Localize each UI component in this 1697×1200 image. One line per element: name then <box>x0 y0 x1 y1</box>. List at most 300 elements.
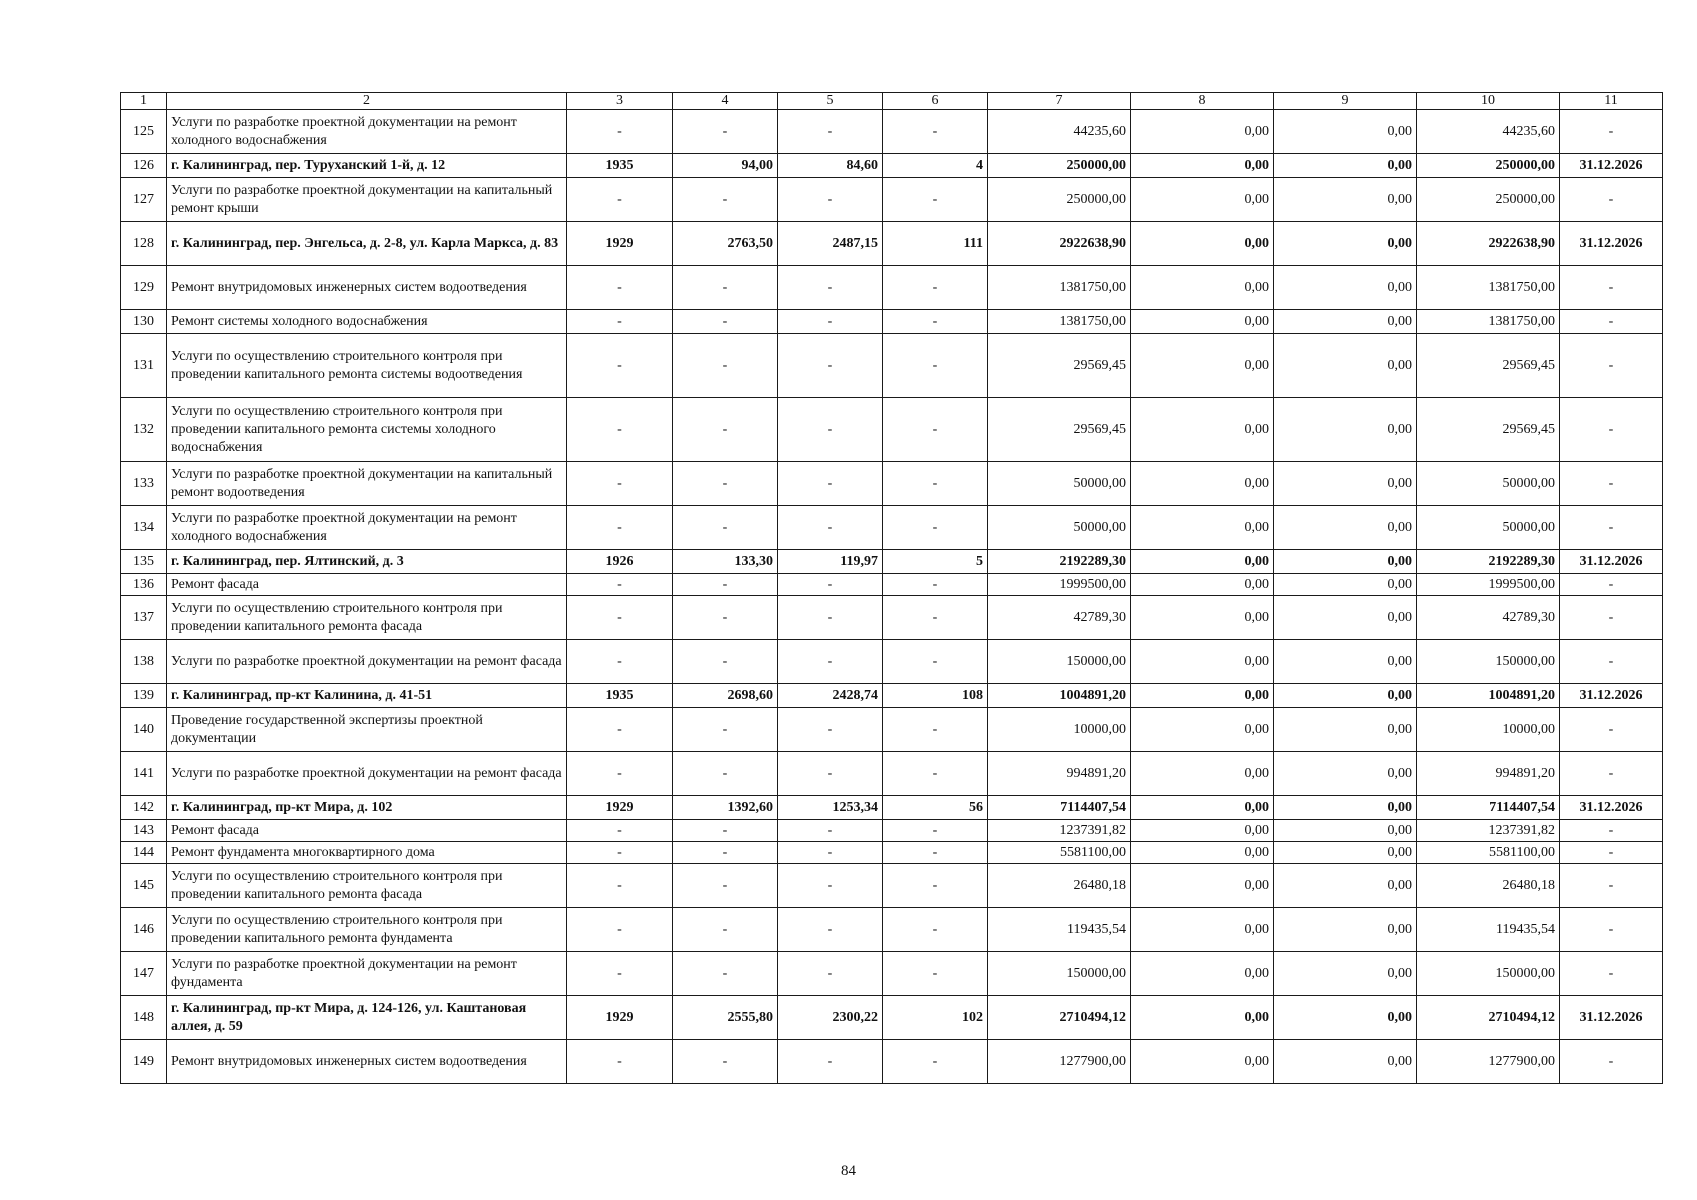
work-name-cell: Услуги по разработке проектной документации на ремонт фундамента <box>167 952 567 996</box>
cost-cell: 0,00 <box>1131 398 1274 462</box>
total-area-cell: - <box>673 506 778 550</box>
deadline-cell: - <box>1560 110 1663 154</box>
work-name-cell: Услуги по осуществлению строительного контроля при проведении капитального ремонта системы водоотведения <box>167 334 567 398</box>
deadline-cell: - <box>1560 574 1663 596</box>
deadline-cell: - <box>1560 908 1663 952</box>
work-row <box>121 398 1663 462</box>
row-number-cell: 134 <box>121 506 167 550</box>
total-cost-cell: 1381750,00 <box>988 266 1131 310</box>
deadline-cell: - <box>1560 752 1663 796</box>
year-cell: - <box>567 462 673 506</box>
cost-cell: 0,00 <box>1274 708 1417 752</box>
year-cell: - <box>567 506 673 550</box>
year-cell: - <box>567 842 673 864</box>
total-area-cell: - <box>673 574 778 596</box>
deadline-cell: - <box>1560 596 1663 640</box>
living-area-cell: - <box>778 908 883 952</box>
total-area-cell: 2763,50 <box>673 222 778 266</box>
row-number-cell: 146 <box>121 908 167 952</box>
cost-cell: 0,00 <box>1274 462 1417 506</box>
total-area-cell: - <box>673 952 778 996</box>
year-cell: - <box>567 640 673 684</box>
work-row <box>121 334 1663 398</box>
work-name-cell: Услуги по разработке проектной документации на капитальный ремонт водоотведения <box>167 462 567 506</box>
total-cost-cell: 1237391,82 <box>988 820 1131 842</box>
row-number-cell: 132 <box>121 398 167 462</box>
cost-cell: 26480,18 <box>1417 864 1560 908</box>
living-area-cell: - <box>778 266 883 310</box>
column-header: 6 <box>883 93 988 110</box>
deadline-cell: - <box>1560 178 1663 222</box>
deadline-cell: - <box>1560 1040 1663 1084</box>
cost-cell: 0,00 <box>1274 864 1417 908</box>
address-row <box>121 550 1663 574</box>
residents-cell: 111 <box>883 222 988 266</box>
total-cost-cell: 994891,20 <box>988 752 1131 796</box>
work-name-cell: Ремонт фасада <box>167 574 567 596</box>
work-row <box>121 952 1663 996</box>
cost-cell: 0,00 <box>1131 222 1274 266</box>
cost-cell: 0,00 <box>1131 708 1274 752</box>
deadline-cell: 31.12.2026 <box>1560 684 1663 708</box>
deadline-cell: - <box>1560 640 1663 684</box>
total-area-cell: - <box>673 1040 778 1084</box>
column-header: 1 <box>121 93 167 110</box>
row-number-cell: 129 <box>121 266 167 310</box>
year-cell: - <box>567 864 673 908</box>
year-cell: - <box>567 110 673 154</box>
total-area-cell: 2555,80 <box>673 996 778 1040</box>
year-cell: - <box>567 334 673 398</box>
residents-cell: - <box>883 864 988 908</box>
cost-cell: 0,00 <box>1274 398 1417 462</box>
total-area-cell: - <box>673 310 778 334</box>
total-cost-cell: 50000,00 <box>988 462 1131 506</box>
living-area-cell: 2487,15 <box>778 222 883 266</box>
cost-cell: 0,00 <box>1131 154 1274 178</box>
total-cost-cell: 250000,00 <box>988 178 1131 222</box>
work-row <box>121 310 1663 334</box>
living-area-cell: - <box>778 1040 883 1084</box>
work-row <box>121 178 1663 222</box>
work-row <box>121 462 1663 506</box>
cost-cell: 1004891,20 <box>1417 684 1560 708</box>
residents-cell: 56 <box>883 796 988 820</box>
living-area-cell: - <box>778 110 883 154</box>
living-area-cell: - <box>778 708 883 752</box>
cost-cell: 50000,00 <box>1417 462 1560 506</box>
living-area-cell: - <box>778 334 883 398</box>
residents-cell: - <box>883 266 988 310</box>
year-cell: 1929 <box>567 222 673 266</box>
living-area-cell: 119,97 <box>778 550 883 574</box>
total-cost-cell: 250000,00 <box>988 154 1131 178</box>
column-header: 11 <box>1560 93 1663 110</box>
cost-cell: 0,00 <box>1131 640 1274 684</box>
cost-cell: 0,00 <box>1274 266 1417 310</box>
living-area-cell: 1253,34 <box>778 796 883 820</box>
cost-cell: 0,00 <box>1274 820 1417 842</box>
row-number-cell: 144 <box>121 842 167 864</box>
cost-cell: 0,00 <box>1274 596 1417 640</box>
residents-cell: - <box>883 398 988 462</box>
total-cost-cell: 42789,30 <box>988 596 1131 640</box>
year-cell: - <box>567 708 673 752</box>
cost-cell: 29569,45 <box>1417 398 1560 462</box>
row-number-cell: 127 <box>121 178 167 222</box>
residents-cell: - <box>883 596 988 640</box>
cost-cell: 0,00 <box>1131 110 1274 154</box>
deadline-cell: - <box>1560 310 1663 334</box>
work-row <box>121 640 1663 684</box>
cost-cell: 42789,30 <box>1417 596 1560 640</box>
year-cell: - <box>567 820 673 842</box>
work-name-cell: Ремонт системы холодного водоснабжения <box>167 310 567 334</box>
living-area-cell: - <box>778 864 883 908</box>
cost-cell: 0,00 <box>1131 952 1274 996</box>
deadline-cell: - <box>1560 334 1663 398</box>
living-area-cell: 2428,74 <box>778 684 883 708</box>
column-header: 10 <box>1417 93 1560 110</box>
deadline-cell: - <box>1560 952 1663 996</box>
address-row <box>121 154 1663 178</box>
cost-cell: 0,00 <box>1274 334 1417 398</box>
work-row <box>121 110 1663 154</box>
year-cell: - <box>567 574 673 596</box>
total-cost-cell: 1999500,00 <box>988 574 1131 596</box>
work-row <box>121 266 1663 310</box>
cost-cell: 0,00 <box>1274 640 1417 684</box>
work-name-cell: г. Калининград, пр-кт Мира, д. 102 <box>167 796 567 820</box>
cost-cell: 1381750,00 <box>1417 266 1560 310</box>
year-cell: 1929 <box>567 996 673 1040</box>
living-area-cell: - <box>778 398 883 462</box>
year-cell: - <box>567 310 673 334</box>
address-row <box>121 996 1663 1040</box>
work-row <box>121 820 1663 842</box>
cost-cell: 1999500,00 <box>1417 574 1560 596</box>
total-area-cell: - <box>673 462 778 506</box>
year-cell: - <box>567 1040 673 1084</box>
year-cell: 1935 <box>567 684 673 708</box>
cost-cell: 0,00 <box>1131 684 1274 708</box>
total-area-cell: 1392,60 <box>673 796 778 820</box>
total-area-cell: - <box>673 110 778 154</box>
residents-cell: - <box>883 708 988 752</box>
total-cost-cell: 150000,00 <box>988 952 1131 996</box>
cost-cell: 0,00 <box>1131 752 1274 796</box>
residents-cell: - <box>883 908 988 952</box>
work-name-cell: г. Калининград, пер. Энгельса, д. 2-8, ул. Карла Маркса, д. 83 <box>167 222 567 266</box>
cost-cell: 0,00 <box>1274 506 1417 550</box>
work-name-cell: Ремонт фундамента многоквартирного дома <box>167 842 567 864</box>
residents-cell: - <box>883 462 988 506</box>
cost-cell: 0,00 <box>1131 462 1274 506</box>
total-area-cell: - <box>673 640 778 684</box>
cost-cell: 0,00 <box>1274 178 1417 222</box>
total-area-cell: - <box>673 752 778 796</box>
total-cost-cell: 119435,54 <box>988 908 1131 952</box>
cost-cell: 0,00 <box>1274 574 1417 596</box>
work-name-cell: Услуги по разработке проектной документации на ремонт холодного водоснабжения <box>167 506 567 550</box>
cost-cell: 250000,00 <box>1417 178 1560 222</box>
cost-cell: 0,00 <box>1274 550 1417 574</box>
cost-cell: 0,00 <box>1131 310 1274 334</box>
cost-cell: 0,00 <box>1131 1040 1274 1084</box>
total-area-cell: 94,00 <box>673 154 778 178</box>
residents-cell: 4 <box>883 154 988 178</box>
work-name-cell: г. Калининград, пер. Туруханский 1-й, д. 12 <box>167 154 567 178</box>
year-cell: - <box>567 952 673 996</box>
deadline-cell: 31.12.2026 <box>1560 222 1663 266</box>
total-cost-cell: 1277900,00 <box>988 1040 1131 1084</box>
cost-cell: 50000,00 <box>1417 506 1560 550</box>
program-table <box>120 92 1663 1084</box>
work-row <box>121 864 1663 908</box>
deadline-cell: - <box>1560 708 1663 752</box>
row-number-cell: 140 <box>121 708 167 752</box>
deadline-cell: 31.12.2026 <box>1560 796 1663 820</box>
total-area-cell: - <box>673 842 778 864</box>
work-name-cell: г. Калининград, пер. Ялтинский, д. 3 <box>167 550 567 574</box>
column-header: 7 <box>988 93 1131 110</box>
cost-cell: 0,00 <box>1131 334 1274 398</box>
row-number-cell: 142 <box>121 796 167 820</box>
residents-cell: - <box>883 752 988 796</box>
total-cost-cell: 5581100,00 <box>988 842 1131 864</box>
total-cost-cell: 29569,45 <box>988 398 1131 462</box>
living-area-cell: - <box>778 178 883 222</box>
year-cell: - <box>567 596 673 640</box>
deadline-cell: - <box>1560 398 1663 462</box>
row-number-cell: 128 <box>121 222 167 266</box>
living-area-cell: - <box>778 462 883 506</box>
living-area-cell: - <box>778 506 883 550</box>
year-cell: - <box>567 266 673 310</box>
address-row <box>121 684 1663 708</box>
work-name-cell: г. Калининград, пр-кт Мира, д. 124-126, ул. Каштановая аллея, д. 59 <box>167 996 567 1040</box>
work-name-cell: Ремонт внутридомовых инженерных систем водоотведения <box>167 266 567 310</box>
residents-cell: - <box>883 178 988 222</box>
work-name-cell: Ремонт внутридомовых инженерных систем водоотведения <box>167 1040 567 1084</box>
total-cost-cell: 2192289,30 <box>988 550 1131 574</box>
work-name-cell: Проведение государственной экспертизы проектной документации <box>167 708 567 752</box>
row-number-cell: 143 <box>121 820 167 842</box>
row-number-cell: 136 <box>121 574 167 596</box>
living-area-cell: - <box>778 310 883 334</box>
residents-cell: - <box>883 640 988 684</box>
cost-cell: 0,00 <box>1274 154 1417 178</box>
work-name-cell: Услуги по разработке проектной документации на ремонт холодного водоснабжения <box>167 110 567 154</box>
residents-cell: - <box>883 952 988 996</box>
total-cost-cell: 29569,45 <box>988 334 1131 398</box>
cost-cell: 0,00 <box>1131 908 1274 952</box>
cost-cell: 0,00 <box>1274 996 1417 1040</box>
cost-cell: 0,00 <box>1274 952 1417 996</box>
total-cost-cell: 50000,00 <box>988 506 1131 550</box>
total-cost-cell: 26480,18 <box>988 864 1131 908</box>
residents-cell: - <box>883 820 988 842</box>
deadline-cell: - <box>1560 842 1663 864</box>
row-number-cell: 126 <box>121 154 167 178</box>
cost-cell: 0,00 <box>1274 684 1417 708</box>
work-name-cell: г. Калининград, пр-кт Калинина, д. 41-51 <box>167 684 567 708</box>
cost-cell: 10000,00 <box>1417 708 1560 752</box>
total-area-cell: 2698,60 <box>673 684 778 708</box>
cost-cell: 0,00 <box>1274 110 1417 154</box>
work-name-cell: Услуги по осуществлению строительного контроля при проведении капитального ремонта системы холодного водоснабжения <box>167 398 567 462</box>
year-cell: - <box>567 178 673 222</box>
total-area-cell: - <box>673 820 778 842</box>
total-area-cell: 133,30 <box>673 550 778 574</box>
row-number-cell: 141 <box>121 752 167 796</box>
cost-cell: 994891,20 <box>1417 752 1560 796</box>
total-cost-cell: 150000,00 <box>988 640 1131 684</box>
total-area-cell: - <box>673 864 778 908</box>
work-row <box>121 908 1663 952</box>
work-row <box>121 506 1663 550</box>
cost-cell: 0,00 <box>1274 1040 1417 1084</box>
row-number-cell: 125 <box>121 110 167 154</box>
cost-cell: 44235,60 <box>1417 110 1560 154</box>
cost-cell: 0,00 <box>1131 996 1274 1040</box>
cost-cell: 0,00 <box>1131 506 1274 550</box>
cost-cell: 1381750,00 <box>1417 310 1560 334</box>
cost-cell: 0,00 <box>1131 820 1274 842</box>
cost-cell: 2192289,30 <box>1417 550 1560 574</box>
living-area-cell: - <box>778 640 883 684</box>
total-area-cell: - <box>673 908 778 952</box>
year-cell: 1929 <box>567 796 673 820</box>
work-name-cell: Услуги по осуществлению строительного контроля при проведении капитального ремонта фундамента <box>167 908 567 952</box>
row-number-cell: 147 <box>121 952 167 996</box>
deadline-cell: - <box>1560 864 1663 908</box>
work-name-cell: Услуги по осуществлению строительного контроля при проведении капитального ремонта фасада <box>167 864 567 908</box>
residents-cell: - <box>883 334 988 398</box>
living-area-cell: - <box>778 574 883 596</box>
column-header: 8 <box>1131 93 1274 110</box>
deadline-cell: 31.12.2026 <box>1560 996 1663 1040</box>
work-row <box>121 1040 1663 1084</box>
cost-cell: 150000,00 <box>1417 640 1560 684</box>
row-number-cell: 148 <box>121 996 167 1040</box>
total-cost-cell: 44235,60 <box>988 110 1131 154</box>
total-area-cell: - <box>673 266 778 310</box>
address-row <box>121 796 1663 820</box>
work-name-cell: Ремонт фасада <box>167 820 567 842</box>
residents-cell: 108 <box>883 684 988 708</box>
cost-cell: 0,00 <box>1274 796 1417 820</box>
total-cost-cell: 2710494,12 <box>988 996 1131 1040</box>
cost-cell: 0,00 <box>1131 266 1274 310</box>
column-number-header-row <box>121 93 1663 110</box>
row-number-cell: 133 <box>121 462 167 506</box>
living-area-cell: - <box>778 820 883 842</box>
work-name-cell: Услуги по осуществлению строительного контроля при проведении капитального ремонта фасада <box>167 596 567 640</box>
year-cell: 1926 <box>567 550 673 574</box>
deadline-cell: - <box>1560 506 1663 550</box>
cost-cell: 0,00 <box>1131 864 1274 908</box>
residents-cell: - <box>883 1040 988 1084</box>
residents-cell: - <box>883 842 988 864</box>
cost-cell: 29569,45 <box>1417 334 1560 398</box>
residents-cell: 5 <box>883 550 988 574</box>
deadline-cell: 31.12.2026 <box>1560 154 1663 178</box>
work-row <box>121 574 1663 596</box>
deadline-cell: - <box>1560 820 1663 842</box>
row-number-cell: 131 <box>121 334 167 398</box>
cost-cell: 0,00 <box>1131 178 1274 222</box>
cost-cell: 119435,54 <box>1417 908 1560 952</box>
total-cost-cell: 1381750,00 <box>988 310 1131 334</box>
residents-cell: - <box>883 506 988 550</box>
deadline-cell: 31.12.2026 <box>1560 550 1663 574</box>
work-row <box>121 596 1663 640</box>
cost-cell: 0,00 <box>1274 752 1417 796</box>
cost-cell: 0,00 <box>1274 222 1417 266</box>
column-header: 2 <box>167 93 567 110</box>
cost-cell: 0,00 <box>1131 574 1274 596</box>
living-area-cell: 2300,22 <box>778 996 883 1040</box>
cost-cell: 0,00 <box>1131 550 1274 574</box>
work-name-cell: Услуги по разработке проектной документации на ремонт фасада <box>167 640 567 684</box>
cost-cell: 7114407,54 <box>1417 796 1560 820</box>
residents-cell: - <box>883 310 988 334</box>
column-header: 4 <box>673 93 778 110</box>
total-area-cell: - <box>673 178 778 222</box>
deadline-cell: - <box>1560 462 1663 506</box>
cost-cell: 0,00 <box>1131 596 1274 640</box>
total-cost-cell: 1004891,20 <box>988 684 1131 708</box>
page-number: 84 <box>841 1163 856 1179</box>
cost-cell: 0,00 <box>1274 842 1417 864</box>
cost-cell: 2710494,12 <box>1417 996 1560 1040</box>
address-row <box>121 222 1663 266</box>
row-number-cell: 137 <box>121 596 167 640</box>
cost-cell: 150000,00 <box>1417 952 1560 996</box>
cost-cell: 0,00 <box>1131 842 1274 864</box>
total-area-cell: - <box>673 596 778 640</box>
row-number-cell: 139 <box>121 684 167 708</box>
year-cell: - <box>567 398 673 462</box>
cost-cell: 1237391,82 <box>1417 820 1560 842</box>
residents-cell: - <box>883 574 988 596</box>
cost-cell: 2922638,90 <box>1417 222 1560 266</box>
total-area-cell: - <box>673 398 778 462</box>
column-header: 9 <box>1274 93 1417 110</box>
work-name-cell: Услуги по разработке проектной документации на капитальный ремонт крыши <box>167 178 567 222</box>
total-cost-cell: 7114407,54 <box>988 796 1131 820</box>
work-row <box>121 842 1663 864</box>
work-name-cell: Услуги по разработке проектной документации на ремонт фасада <box>167 752 567 796</box>
work-row <box>121 708 1663 752</box>
cost-cell: 250000,00 <box>1417 154 1560 178</box>
living-area-cell: - <box>778 752 883 796</box>
cost-cell: 0,00 <box>1274 310 1417 334</box>
year-cell: - <box>567 752 673 796</box>
total-area-cell: - <box>673 334 778 398</box>
year-cell: - <box>567 908 673 952</box>
column-header: 5 <box>778 93 883 110</box>
work-row <box>121 752 1663 796</box>
row-number-cell: 135 <box>121 550 167 574</box>
total-cost-cell: 10000,00 <box>988 708 1131 752</box>
living-area-cell: - <box>778 842 883 864</box>
row-number-cell: 130 <box>121 310 167 334</box>
residents-cell: 102 <box>883 996 988 1040</box>
living-area-cell: - <box>778 596 883 640</box>
total-cost-cell: 2922638,90 <box>988 222 1131 266</box>
